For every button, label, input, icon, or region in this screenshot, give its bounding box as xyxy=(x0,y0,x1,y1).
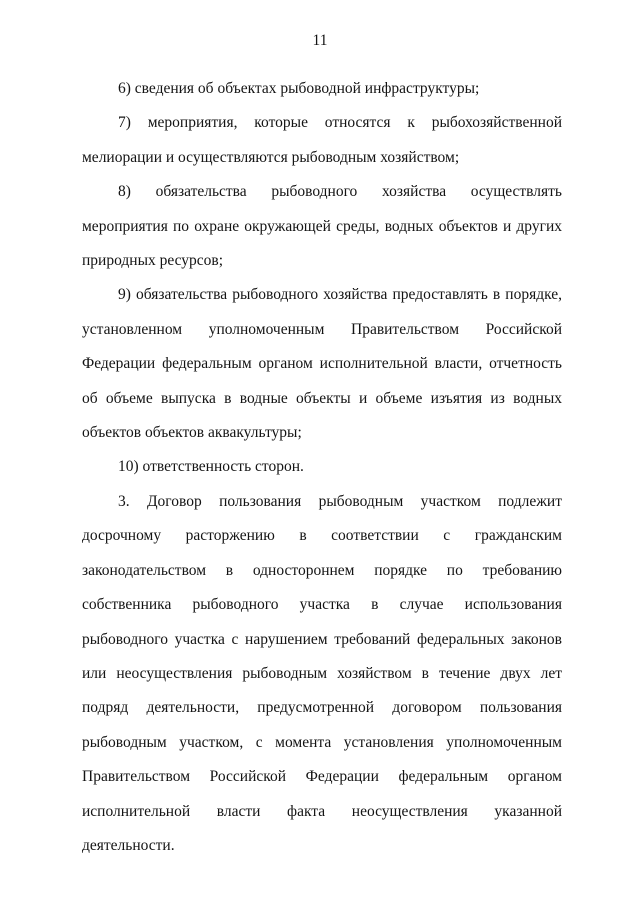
list-item-7: 7) мероприятия, которые относятся к рыбохозяйственной мелиорации и осуществляются рыбоводным хозяйством; xyxy=(82,114,562,166)
list-item-9: 9) обязательства рыбоводного хозяйства предоставлять в порядке, установленном уполномоченным Правительством Российской Федерации федеральным органом исполнительной власти, отчетность об объеме выпуска в водные объекты и объеме изъятия из водных объектов объектов аквакультуры; xyxy=(82,286,562,442)
list-item-10: 10) ответственность сторон. xyxy=(118,458,304,476)
document-body xyxy=(82,72,562,863)
page-number: 11 xyxy=(312,32,328,49)
list-item-8: 8) обязательства рыбоводного хозяйства осуществлять мероприятия по охране окружающей среды, водных объектов и других природных ресурсов; xyxy=(82,183,562,270)
list-item-6: 6) сведения об объектах рыбоводной инфраструктуры; xyxy=(118,80,480,97)
section-3-paragraph: 3. Договор пользования рыбоводным участком подлежит досрочному расторжению в соответствии с гражданским законодательством в одностороннем порядке по требованию собственника рыбоводного участка в случае использования рыбоводного участка с нарушением требований федеральных законов или неосуществления рыбоводным хозяйством в течение двух лет подряд деятельности, предусмотренной договором пользования рыбоводным участком, с момента установления уполномоченным Правительством Российской Федерации федеральным органом исполнительной власти факта неосуществления указанной деятельности. xyxy=(82,492,562,854)
